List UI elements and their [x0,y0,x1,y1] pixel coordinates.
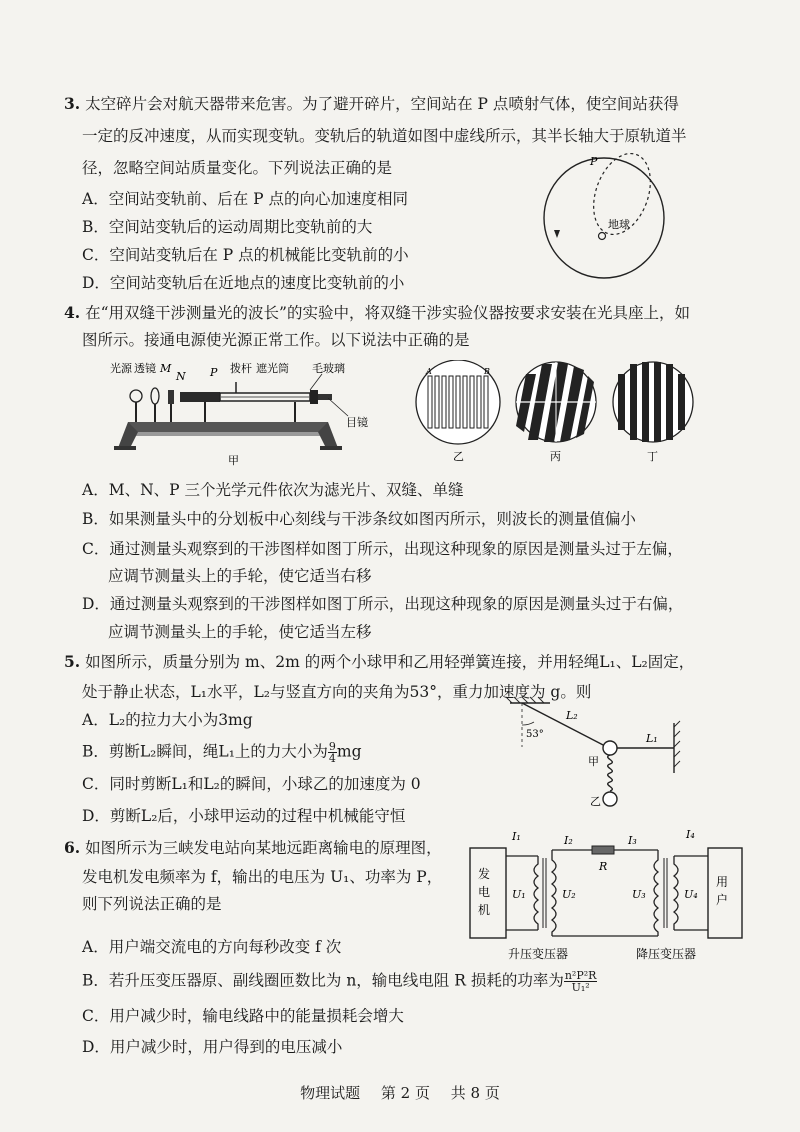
q5-option-c: C．同时剪断L₁和L₂的瞬间，小球乙的加速度为 0 [82,775,421,793]
r-label: R [599,860,608,873]
q6-option-a: A．用户端交流电的方向每秒改变 f 次 [82,938,342,956]
l2-label: L₂ [566,709,578,722]
q5-b-fraction: $\frac{9}{4}$ [328,740,336,765]
q5-number: 5. [64,652,81,671]
coil-3 [654,850,658,936]
ball-yi [603,792,617,806]
original-orbit [544,158,664,278]
generator-char-3: 机 [478,903,491,917]
eyepiece-label: 目镜 [346,416,368,429]
q6-b-fraction: $\frac{\text{n²P²R}}{\text{U₁²}}$ [564,969,597,994]
caption-jia: 甲 [228,454,239,467]
point-p-label: P [590,155,598,168]
q4-option-c-cont: 应调节测量头上的手轮，使它适当右移 [108,567,372,585]
jia-label: 甲 [588,755,599,768]
q3-stem-line-1: 3. 太空碎片会对航天器带来危害。为了避开碎片，空间站在 P 点喷射气体，使空间站获得 [64,94,679,113]
caption-bing: 丙 [550,450,561,463]
q3-option-b: B．空间站变轨后的运动周期比变轨前的大 [82,218,373,236]
i1-label: I₁ [512,830,521,843]
coil-2 [552,850,556,936]
q4-option-b: B．如果测量头中的分划板中心刻线与干涉条纹如图丙所示，则波长的测量值偏小 [82,510,636,528]
l1-label: L₁ [646,732,658,745]
q4-stem-line-2: 图所示。接通电源使光源正常工作。以下说法中正确的是 [82,331,470,349]
tube-label: 遮光筒 [256,362,289,375]
q5-stem-line-1: 5. 如图所示，质量分别为 m、2m 的两个小球甲和乙用轻弹簧连接，并用轻绳L₁、L₂固定， [64,652,695,671]
q3-option-c: C．空间站变轨后在 P 点的机械能比变轨前的小 [82,246,409,264]
figure-bing [516,362,596,442]
step-up-label: 升压变压器 [508,947,569,961]
yi-letter-b: B [484,367,490,376]
q4-option-a: A．M、N、P 三个光学元件依次为滤光片、双缝、单缝 [82,481,464,499]
angle-label: 53° [526,729,544,740]
spring [608,755,613,791]
q3-option-d: D．空间站变轨后在近地点的速度比变轨前的小 [82,274,405,292]
q4-option-c: C．通过测量头观察到的干涉图样如图丁所示，出现这种现象的原因是测量头过于左偏， [82,540,683,558]
generator-char-1: 发 [478,867,491,881]
q6-stem-line-1: 6. 如图所示为三峡发电站向某地远距离输电的原理图， [64,838,442,857]
q6-option-d: D．用户减少时，用户得到的电压减小 [82,1038,343,1056]
earth-label: 地球 [608,218,630,231]
q6-number: 6. [64,838,81,857]
lever-label: 拨杆 [230,362,252,375]
u1-label: U₁ [512,888,526,901]
q4-option-d-cont: 应调节测量头上的手轮，使它适当左移 [108,623,372,641]
q6-option-c: C．用户减少时，输电线路中的能量损耗会增大 [82,1007,404,1025]
user-char-1: 用 [716,875,729,889]
i4-label: I₄ [686,828,695,841]
q3-stem-line-3: 径，忽略空间站质量变化。下列说法正确的是 [82,159,393,177]
ground-glass-label: 毛玻璃 [312,362,345,375]
q4-number: 4. [64,303,81,322]
q5-spring-figure [500,695,700,815]
q6-option-b: B．若升压变压器原、副线圈匝数比为 n，输电线电阻 R 损耗的功率为 $\frac{\text{n²P²R}}{\text{U₁²}}$ [82,969,597,994]
generator-char-2: 电 [478,885,491,899]
footer-total: 共 8 页 [450,1084,500,1102]
coil-4 [674,856,678,930]
step-down-label: 降压变压器 [636,947,697,961]
i2-label: I₂ [564,834,573,847]
caption-ding: 丁 [647,450,658,463]
direction-arrow-icon [554,230,560,238]
caption-yi: 乙 [453,450,464,463]
figure-ding [613,362,693,442]
yi-label: 乙 [590,795,601,808]
yi-letter-a: A [426,367,432,376]
q6-stem-line-2: 发电机发电频率为 f，输出的电压为 U₁、功率为 P， [82,868,443,886]
rope-l2 [522,703,607,747]
earth-dot [599,233,606,240]
q4-stem-line-1: 4. 在“用双缝干涉测量光的波长”的实验中，将双缝干涉实验仪器按要求安装在光具座上，如 [64,303,690,322]
n-label: N [176,370,186,383]
q4-apparatus-figure [110,360,710,472]
q3-option-a: A．空间站变轨前、后在 P 点的向心加速度相同 [82,190,408,208]
i3-label: I₃ [628,834,637,847]
u2-label: U₂ [562,888,576,901]
lens-label: 透镜 [134,362,156,375]
ball-jia [603,741,617,755]
q5-option-a: A．L₂的拉力大小为3mg [82,711,253,729]
resistor-r [592,846,614,854]
m-label: M [160,362,172,375]
q5-option-b: B．剪断L₂瞬间，绳L₁上的力大小为 $\frac{9}{4}$ mg [82,740,362,765]
footer-page: 第 2 页 [380,1084,430,1102]
q5-stem-line-2: 处于静止状态，L₁水平，L₂与竖直方向的夹角为53°，重力加速度为 g。则 [82,683,592,701]
q6-stem-line-3: 则下列说法正确的是 [82,895,222,913]
light-source-label: 光源 [110,362,132,375]
u4-label: U₄ [684,888,698,901]
q5-option-d: D．剪断L₂后，小球甲运动的过程中机械能守恒 [82,807,406,825]
q4-option-d: D．通过测量头观察到的干涉图样如图丁所示，出现这种现象的原因是测量头过于右偏， [82,595,684,613]
q3-orbit-figure [540,150,670,285]
optical-bench [114,374,348,450]
p-label: P [210,366,218,379]
user-char-2: 户 [716,893,729,907]
q6-transmission-figure [468,826,744,966]
page-footer [0,1082,800,1103]
footer-subject: 物理试题 [300,1084,361,1102]
coil-1 [534,856,538,930]
q3-number: 3. [64,94,81,113]
u3-label: U₃ [632,888,646,901]
q3-stem-line-2: 一定的反冲速度，从而实现变轨。变轨后的轨道如图中虚线所示，其半长轴大于原轨道半 [82,127,687,145]
